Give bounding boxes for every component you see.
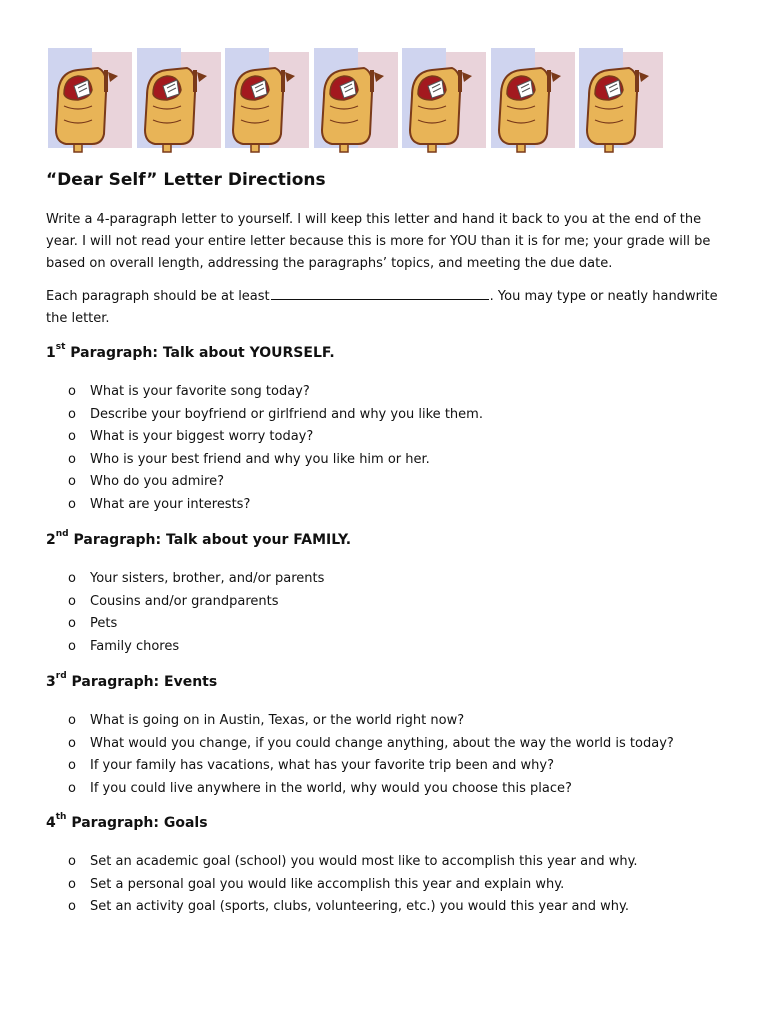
mailbox-icon: [133, 46, 225, 158]
bullet-marker: o: [68, 616, 76, 632]
list-item: [68, 426, 483, 449]
bullet-marker: o: [68, 758, 76, 774]
bullet-marker: o: [68, 384, 76, 399]
section-number: 2: [46, 532, 56, 548]
bullet-marker: o: [68, 429, 76, 445]
list-item: [68, 591, 324, 614]
mailbox-icon: [310, 46, 402, 158]
list-item-text: Set a personal goal you would like accomplish this year and explain why.: [90, 876, 565, 892]
list-item: [68, 896, 638, 919]
bullet-marker: o: [68, 474, 76, 490]
list-item: [68, 874, 638, 897]
length-text-before: Each paragraph should be at least: [46, 289, 270, 304]
bullet-marker: o: [68, 451, 76, 467]
length-blank-line: [271, 286, 489, 300]
section-ordinal: nd: [55, 529, 69, 539]
list-item-text: Set an academic goal (school) you would most like to accomplish this year and why.: [90, 854, 638, 869]
bullet-marker: o: [68, 899, 76, 915]
list-item-text: What would you change, if you could change anything, about the way the world is today?: [90, 735, 674, 751]
section-number: 3: [46, 674, 56, 690]
bullet-marker: o: [68, 713, 76, 728]
section-heading-3: [46, 671, 218, 690]
section-heading-1: [46, 342, 335, 361]
page-title: “Dear Self” Letter Directions: [46, 170, 326, 190]
list-item: [68, 404, 483, 427]
section-heading-4: [46, 812, 208, 831]
mailbox-icon: [575, 46, 667, 158]
bullet-marker: o: [68, 854, 76, 869]
bullet-marker: o: [68, 780, 76, 796]
list-item-text: Describe your boyfriend or girlfriend and why you like them.: [90, 406, 483, 422]
bullet-marker: o: [68, 735, 76, 751]
section-ordinal: th: [55, 812, 67, 822]
list-item: [68, 710, 674, 733]
section-title: Paragraph: Goals: [66, 815, 208, 831]
list-item-text: What is your biggest worry today?: [90, 429, 314, 445]
section-number: 4: [46, 815, 56, 831]
list-item-text: What are your interests?: [90, 496, 251, 512]
list-item-text: What is going on in Austin, Texas, or the world right now?: [90, 713, 465, 728]
list-item-text: Who is your best friend and why you like him or her.: [90, 451, 430, 467]
list-item: [68, 755, 674, 778]
list-item: [68, 568, 324, 591]
list-item: [68, 494, 483, 517]
list-item: [68, 636, 324, 659]
mailbox-icon: [221, 46, 313, 158]
list-item: [68, 613, 324, 636]
list-item: [68, 733, 674, 756]
section-heading-2: [46, 529, 352, 548]
section-title: Paragraph: Events: [66, 674, 218, 690]
list-item: [68, 381, 483, 404]
list-item-text: Set an activity goal (sports, clubs, volunteering, etc.) you would this year and why.: [90, 899, 629, 915]
mailbox-icon: [398, 46, 490, 158]
length-text-after: . You may type or neatly handwrite the letter.: [46, 289, 718, 326]
list-item: [68, 778, 674, 801]
section-ordinal: st: [55, 342, 66, 352]
section-title: Paragraph: Talk about your FAMILY.: [68, 532, 352, 548]
mailbox-icon: [44, 46, 136, 158]
bullet-marker: o: [68, 638, 76, 654]
list-item-text: Cousins and/or grandparents: [90, 593, 279, 609]
length-paragraph: [46, 286, 726, 330]
list-item-text: Pets: [90, 616, 118, 632]
list-item-text: What is your favorite song today?: [90, 384, 310, 399]
list-item-text: If you could live anywhere in the world, why would you choose this place?: [90, 780, 572, 796]
bullet-marker: o: [68, 496, 76, 512]
mailbox-icon: [487, 46, 579, 158]
section-ordinal: rd: [55, 671, 67, 681]
list-item: [68, 851, 638, 874]
section-title: Paragraph: Talk about YOURSELF.: [65, 345, 335, 361]
section-number: 1: [46, 345, 56, 361]
bullet-marker: o: [68, 406, 76, 422]
list-item: [68, 471, 483, 494]
section-list-3: [68, 710, 674, 800]
bullet-marker: o: [68, 571, 76, 586]
section-list-4: [68, 851, 638, 919]
intro-paragraph: Write a 4-paragraph letter to yourself. I will keep this letter and hand it back to you at the end of the year. I will not read your entire letter because this is more for YOU than it is for me; your grade will be based on overall length, addressing the paragraphs’ topics, and meeting the due date.: [46, 212, 711, 271]
list-item-text: If your family has vacations, what has your favorite trip been and why?: [90, 758, 555, 774]
list-item: [68, 449, 483, 472]
bullet-marker: o: [68, 593, 76, 609]
list-item-text: Who do you admire?: [90, 474, 224, 490]
section-list-1: [68, 381, 483, 517]
list-item-text: Your sisters, brother, and/or parents: [90, 571, 325, 586]
section-list-2: [68, 568, 324, 658]
mailbox-banner: [44, 46, 666, 158]
list-item-text: Family chores: [90, 638, 180, 654]
bullet-marker: o: [68, 876, 76, 892]
